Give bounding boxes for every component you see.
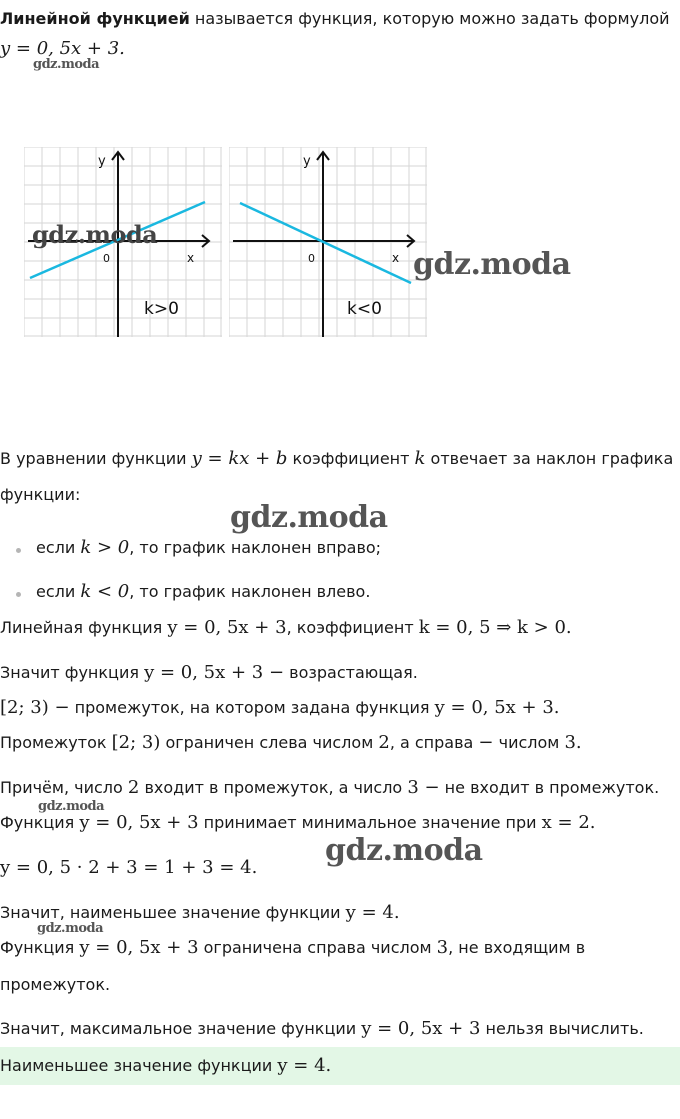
list-item-text: , то график наклонен вправо;	[129, 538, 382, 557]
formula: y = 4.	[345, 902, 400, 923]
text: Функция	[0, 938, 75, 957]
text: Промежуток	[0, 733, 107, 752]
text: числом	[498, 733, 560, 752]
text: Причём, число	[0, 778, 123, 797]
intro-formula: y = 0, 5x + 3.	[0, 38, 125, 59]
text: ограничена справа числом	[203, 938, 432, 957]
origin-label: 0	[308, 252, 315, 265]
text: Значит функция	[0, 663, 139, 682]
list-item-text: если	[36, 582, 76, 601]
slope-formula: y = kx + b	[191, 448, 288, 469]
watermark-large: gdz.moda	[413, 247, 571, 282]
watermark-small: gdz.moda	[38, 799, 105, 814]
solution-formula: y = 0, 5 · 2 + 3 = 1 + 3 = 4.	[0, 857, 258, 878]
text: , не входящим в	[448, 938, 586, 957]
watermark-graph: gdz.moda	[32, 220, 158, 249]
bullet-dot	[16, 548, 21, 553]
y-axis-label: y	[303, 154, 311, 169]
solution-line	[0, 937, 585, 959]
formula: y = 0, 5x + 3	[79, 812, 199, 833]
text: Значит, наименьшее значение функции	[0, 903, 341, 922]
slope-text: отвечает за наклон графика	[430, 449, 674, 468]
caption-k-negative: k<0	[347, 299, 382, 319]
formula: x = 2.	[541, 812, 596, 833]
text: не входит в промежуток.	[444, 778, 660, 797]
text: нельзя вычислить.	[485, 1019, 644, 1038]
solution-line	[0, 732, 582, 754]
formula: y = 0, 5x + 3.	[434, 697, 560, 718]
text: ограничен слева числом	[165, 733, 374, 752]
slope-line-1	[0, 448, 673, 470]
slope-line-2: функции:	[0, 485, 81, 504]
graph-decreasing-svg	[229, 147, 427, 337]
solution-line	[0, 812, 596, 834]
formula: [2; 3)	[111, 732, 161, 753]
list-item-formula: k < 0	[80, 581, 130, 602]
solution-line	[0, 697, 560, 719]
intro-term: Линейной функцией	[0, 9, 190, 28]
formula: 3.	[564, 732, 582, 753]
axes	[233, 152, 414, 337]
watermark-small: gdz.moda	[37, 921, 104, 936]
x-axis-label: x	[187, 251, 195, 265]
intro-text: называется функция, которую можно задать формулой	[194, 9, 670, 28]
answer-box	[0, 1047, 680, 1085]
formula: y = 0, 5x + 3	[361, 1018, 481, 1039]
watermark-large: gdz.moda	[325, 833, 483, 868]
text: Функция	[0, 813, 75, 832]
y-axis-label: y	[98, 154, 106, 169]
formula: [2; 3) −	[0, 697, 70, 718]
formula: y = 0, 5x + 3	[79, 937, 199, 958]
list-item	[36, 537, 381, 559]
solution-line	[0, 617, 572, 639]
x-axis-label: x	[392, 251, 400, 265]
text: промежуток, на котором задана функция	[74, 698, 430, 717]
text: входит в промежуток, а число	[144, 778, 403, 797]
caption-k-positive: k>0	[144, 299, 179, 319]
list-item	[36, 581, 370, 603]
formula: 3 −	[407, 777, 440, 798]
formula: 3	[436, 937, 449, 958]
text: возрастающая.	[289, 663, 418, 682]
answer-formula: y = 4.	[277, 1055, 332, 1076]
watermark-large: gdz.moda	[230, 500, 388, 535]
slope-text: коэффициент	[292, 449, 410, 468]
intro-line	[0, 8, 670, 30]
solution-line	[0, 1018, 644, 1040]
list-item-text: , то график наклонен влево.	[129, 582, 371, 601]
list-item-text: если	[36, 538, 76, 557]
text: , коэффициент	[286, 618, 414, 637]
formula: y = 0, 5x + 3	[167, 617, 287, 638]
watermark-small: gdz.moda	[33, 57, 100, 72]
slope-formula: k	[414, 448, 426, 469]
text: принимает минимальное значение при	[203, 813, 537, 832]
text: Значит, максимальное значение функции	[0, 1019, 357, 1038]
solution-line	[0, 662, 418, 684]
text: Линейная функция	[0, 618, 163, 637]
origin-label: 0	[103, 252, 110, 265]
formula: y = 0, 5x + 3 −	[144, 662, 285, 683]
text: , а справа	[389, 733, 474, 752]
solution-line	[0, 777, 659, 799]
slope-text: В уравнении функции	[0, 449, 187, 468]
answer-text: Наименьшее значение функции	[0, 1056, 273, 1075]
formula: 2	[127, 777, 140, 798]
answer-line	[0, 1055, 331, 1077]
graph-line-decreasing	[240, 203, 411, 283]
formula: −	[478, 732, 494, 753]
solution-line: промежуток.	[0, 975, 111, 994]
bullet-dot	[16, 592, 21, 597]
list-item-formula: k > 0	[80, 537, 130, 558]
formula: k = 0, 5 ⇒ k > 0.	[418, 617, 572, 638]
graph-decreasing	[229, 147, 427, 337]
formula: 2	[378, 732, 390, 753]
